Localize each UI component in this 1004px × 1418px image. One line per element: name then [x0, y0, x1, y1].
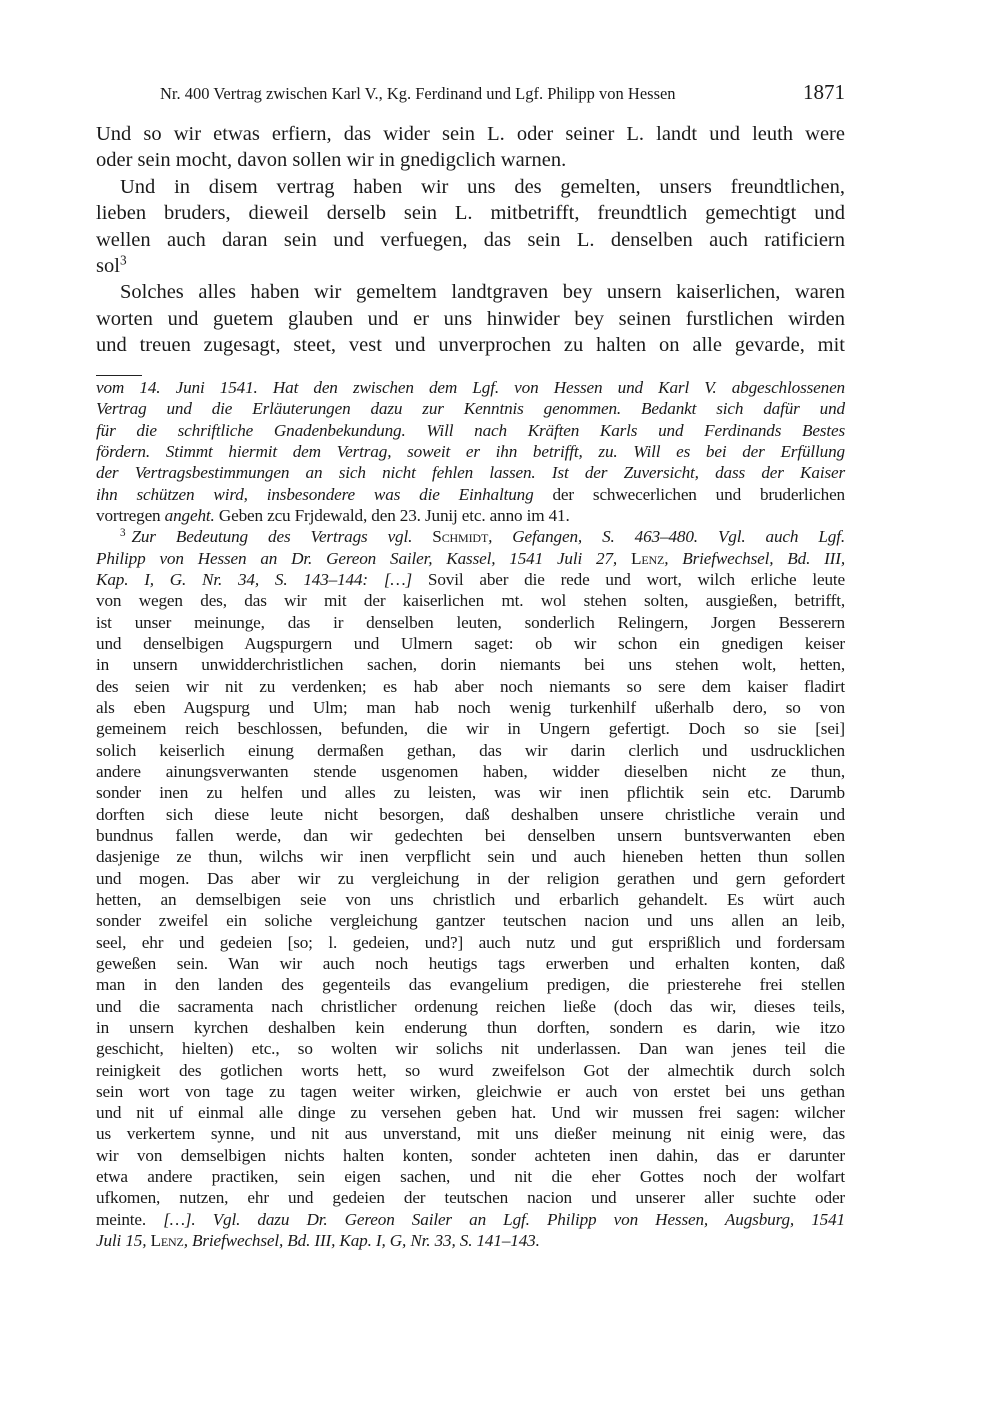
footnote-segment: und die sacramenta nach christlicher ordenung reichen ließe (doch das wir, dieses teils, [96, 996, 845, 1016]
footnote-segment: man in den landen des gegenteils das evangelium predigen, die priesterehe frei stellen [96, 975, 845, 995]
main-text-segment: Solches alles haben wir gemeltem landtgraven bey unsern kaiserlichen, waren [120, 281, 845, 304]
footnote-segment: bundnus fallen werde, dan wir gedechten bei denselben unsern buntsverwanten eben [96, 825, 845, 845]
footnote-segment: etwa andere practiken, sein eigen sachen, und nit die eher Gottes noch der wolfart [96, 1167, 845, 1187]
footnote-segment: und nit uf einmal alle dinge zu versehen geben hat. Und wir mussen frei sagen: wilcher [96, 1103, 845, 1123]
footnote-segment: geschicht, hielten) etc., so wolten wir solichs nit underlassen. Dan wan jenes teil die [96, 1039, 845, 1059]
main-text-segment: wellen auch daran sein und verfuegen, das sein L. denselben auch ratificiern [96, 228, 845, 251]
footnote-line [96, 910, 845, 931]
footnote-line [96, 569, 845, 590]
footnote-segment: sonder inen zu helfen und alles zu leisten, was wir inen pflichtik sein etc. Darumb [96, 783, 845, 803]
main-text-line [96, 174, 845, 200]
footnote-segment: gemeinem reich beschlossen, befunden, die wir in Ungern gefertigt. Doch so sie [sei] [96, 719, 845, 739]
footnote-segment: Philipp von Hessen an Dr. Gereon Sailer, Kassel, 1541 Juli 27, [96, 548, 631, 568]
footnote-segment: ufkomen, nutzen, ehr und gedeien der teutschen nacion und unserer aller suchte oder [96, 1188, 845, 1208]
main-text-segment: und treuen zugesagt, steet, vest und unverprochen zu halten on alle gevarde, mit [96, 334, 845, 357]
footnote-line [96, 590, 845, 611]
footnote-segment: Vertrag und die Erläuterungen dazu zur Kenntnis genommen. Bedankt sich dafür und [96, 399, 845, 419]
footnote-segment: und mogen. Das aber wir zu vergleichung in der religion gerathen und gern gefordert [96, 868, 845, 888]
footnote-segment: vom 14. Juni 1541. Hat den zwischen dem Lgf. von Hessen und Karl V. abgeschlossenen [96, 378, 845, 397]
footnote-segment: angeht. [164, 505, 215, 525]
footnote-line [96, 612, 845, 633]
main-text-line [96, 227, 845, 253]
footnote-segment: meinte. [96, 1209, 164, 1229]
footnote-line [96, 1081, 845, 1102]
footnote-line [96, 697, 845, 718]
footnote-segment: vortregen [96, 505, 165, 525]
footnote-line [96, 932, 845, 953]
footnote-segment: geweßen sein. Wan wir auch noch heutigs tags erwerben und erhalten konten, daß [96, 953, 845, 973]
footnote-line [96, 505, 845, 526]
footnote-segment: […]. Vgl. dazu Dr. Gereon Sailer an Lgf. Philipp von Hessen, Augsburg, 1541 [163, 1209, 846, 1229]
main-text-segment: Und so wir etwas erfiern, das wider sein L. oder seiner L. landt und leuth were [96, 123, 845, 145]
footnote-segment: in unsern kyrchen deshalben kein enderung thun dorften, sondern es darin, wie itzo [96, 1017, 845, 1037]
footnote-segment: sein wort von tage zu tagen weiter wirken, gleichwie er auch von erstet bei uns gethan [96, 1081, 845, 1101]
main-text-segment: sol [96, 254, 120, 277]
footnote-segment: , Briefwechsel, Bd. III, Kap. I, G, Nr. 33, S. 141–143. [183, 1231, 540, 1251]
footnote-segment: reinigkeit des gotlichen worts hett, so wurd zweifelson Got der almechtik durch solch [96, 1060, 845, 1080]
footnote-line [96, 868, 845, 889]
footnote-segment: , Briefwechsel, Bd. III, [664, 548, 845, 568]
footnote-segment: Juli 15, [96, 1231, 151, 1251]
footnote-line [96, 654, 845, 675]
running-title: Nr. 400 Vertrag zwischen Karl V., Kg. Ferdinand und Lgf. Philipp von Hessen [160, 84, 676, 103]
main-text-line [96, 332, 845, 358]
main-text-segment: lieben bruders, dieweil derselb sein L. mitbetrifft, freundtlich gemechtigt und [96, 202, 845, 225]
footnote-segment: der schwecerlichen und bruderlichen [533, 484, 845, 504]
footnote-line [96, 377, 845, 398]
main-text-line [96, 253, 845, 279]
footnote-line [96, 1230, 845, 1251]
footnote-segment: und denselbigen Augspurgern und Ulmern saget: ob wir schon ein gnedigen keiser [96, 633, 845, 653]
footnote-rule [96, 375, 142, 376]
footnote-segment: sonder zweifel ein soliche vergleichung gantzer teutschen nacion und uns allen an leib, [96, 911, 845, 931]
main-text-segment: oder sein mocht, davon sollen wir in gnedigclich warnen. [96, 149, 567, 172]
footnote-segment: , Gefangen, S. 463–480. Vgl. auch Lgf. [488, 527, 845, 547]
main-text-segment: Und in disem vertrag haben wir uns des gemelten, unsers freundtlichen, [120, 175, 845, 198]
footnote-line [96, 526, 845, 547]
footnote-line [96, 1166, 845, 1187]
main-text [96, 121, 845, 359]
footnote-line [96, 718, 845, 739]
footnote-segment: us verkertem synne, und nit aus unverstand, mit uns dießer meinung nit einig were, das [96, 1124, 845, 1144]
footnote-line [96, 420, 845, 441]
footnotes [96, 377, 845, 1251]
footnote-line [96, 1060, 845, 1081]
author-name: Lenz [630, 548, 665, 568]
footnote-segment: der Vertragsbestimmungen an sich nicht fehlen lassen. Ist der Zuversicht, dass der Kaiser [96, 463, 845, 483]
page-number: 1871 [803, 80, 845, 104]
footnote-segment: dorften sich diese leute nicht besorgen, daß deshalben unsere christliche verain und [96, 804, 845, 824]
main-text-line [96, 306, 845, 332]
footnote-line [96, 462, 845, 483]
footnote-segment: Kap. I, G. Nr. 34, S. 143–144: […] [96, 569, 413, 589]
footnote-segment: Zur Bedeutung des Vertrags vgl. [131, 527, 433, 547]
footnote-segment: als eben Augspurg und Ulm; man hab noch wenig turkenhilf ußerhalb dero, so von [96, 697, 845, 717]
footnote-line [96, 676, 845, 697]
footnote-line [96, 889, 845, 910]
footnote-segment: andere ainungsverwanten stende usgenomen haben, widder dieselben nicht ze thun, [96, 761, 845, 781]
footnote-line [96, 740, 845, 761]
footnote-line [96, 1102, 845, 1123]
footnote-line [96, 1187, 845, 1208]
footnote-segment: ist unser meinunge, das ir denselben leuten, sonderlich Relingern, Jorgen Besserern [96, 612, 845, 632]
footnote-line [96, 398, 845, 419]
footnote-line [96, 825, 845, 846]
main-text-line [96, 279, 845, 305]
footnote-line [96, 548, 845, 569]
footnote-segment: in unsern unwidderchristlichen sachen, dorin niemants bei uns stehen wolt, hetten, [96, 655, 845, 675]
footnote-line [96, 804, 845, 825]
main-text-line [96, 121, 845, 147]
footnote-line [96, 782, 845, 803]
footnote-number: 3 [120, 527, 126, 540]
footnote-line [96, 1145, 845, 1166]
footnote-line [96, 1123, 845, 1144]
footnote-segment: dasjenige ze thun, wilchs wir inen verpflicht sein und auch hieneben hetten thun sollen [96, 847, 845, 867]
author-name: Lenz [150, 1231, 184, 1251]
footnote-segment: hetten, an demselbigen seie von uns christlich und erbarlich gehandelt. Es würt auch [96, 889, 845, 909]
footnote-segment: ihn schützen wird, insbesondere was die Einhaltung [96, 484, 534, 504]
footnote-segment: wir von demselbigen nichts halten konten, sonder achteten inen dahin, das er darunter [96, 1145, 845, 1165]
footnote-line [96, 974, 845, 995]
main-text-line [96, 147, 845, 173]
footnote-segment: von wegen des, das wir mit der kaiserlichen mt. wol stehen solten, ausgießen, betrifft, [96, 591, 845, 611]
footnote-segment: solich keiserlich einung dermaßen gethan, das wir darin clerlich und usdrucklichen [96, 740, 845, 760]
footnote-reference[interactable]: 3 [119, 252, 127, 268]
footnote-line [96, 761, 845, 782]
footnote-line [96, 633, 845, 654]
footnote-segment: fördern. Stimmt hiermit dem Vertrag, soweit er ihn betrifft, zu. Will es bei der Erfüllung [96, 441, 845, 461]
footnote-line [96, 1038, 845, 1059]
footnote-line [96, 953, 845, 974]
footnote-line [96, 1017, 845, 1038]
footnote-segment: seel, ehr und gedeien [so; l. gedeien, und?] auch nutz und gut ersprißlich und fordersam [96, 932, 845, 952]
footnote-line [96, 846, 845, 867]
footnote-segment: des seien wir nit zu verdenken; es hab aber noch niemants so sere dem kaiser fladirt [96, 676, 845, 696]
author-name: Schmidt [432, 527, 489, 547]
footnote-line [96, 441, 845, 462]
footnote-line [96, 1209, 845, 1230]
footnote-line [96, 996, 845, 1017]
footnote-segment: Geben zcu Frjdewald, den 23. Junij etc. anno im 41. [214, 505, 570, 525]
page-header [96, 80, 845, 108]
main-text-segment: worten und guetem glauben und er uns hinwider bey seinen furstlichen wirden [96, 307, 845, 330]
footnote-segment: Sovil aber die rede und wort, wilch erliche leute [412, 569, 845, 589]
footnote-segment: für die schriftliche Gnadenbekundung. Will nach Kräften Karls und Ferdinands Bestes [96, 420, 845, 440]
footnote-line [96, 484, 845, 505]
main-text-line [96, 200, 845, 226]
